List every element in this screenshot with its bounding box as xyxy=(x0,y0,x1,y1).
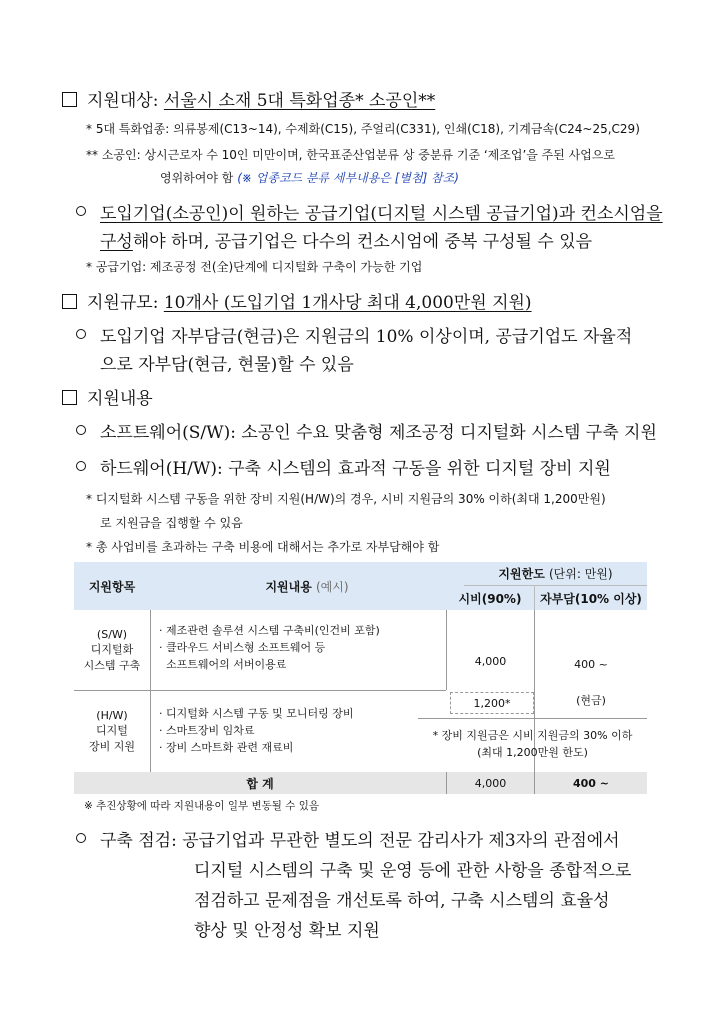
note-extra-cost: * 총 사업비를 초과하는 구축 비용에 대해서는 추가로 자부담해야 함 xyxy=(86,540,440,554)
row-sw-content: · 제조관련 솔루션 시스템 구축비(인건비 포함) · 클라우드 서비스형 소프트웨어 등 소프트웨어의 서버이용료 xyxy=(150,610,446,690)
section-content: 지원내용 xyxy=(62,384,153,409)
row-self: 400 ~ (현금) xyxy=(534,610,647,772)
bullet-inspection-l2: 디지털 시스템의 구축 및 운영 등에 관한 사항을 종합적으로 xyxy=(194,861,632,881)
note-hw-limit-cont: 로 지원금을 집행할 수 있음 xyxy=(100,516,243,530)
header-city: 시비(90%) xyxy=(446,586,534,610)
checkbox-square-icon xyxy=(62,294,77,309)
checkbox-square-icon xyxy=(62,390,77,405)
circle-bullet-icon xyxy=(76,329,86,339)
bullet-inspection-l3: 점검하고 문제점을 개선토록 하여, 구축 시스템의 효율성 xyxy=(194,891,610,911)
total-label: 합 계 xyxy=(74,772,446,794)
header-content: 지원내용 (예시) xyxy=(150,562,464,610)
bullet-consortium: 도입기업(소공인)이 원하는 공급기업(디지털 시스템 공급기업)과 컨소시엄을 xyxy=(76,199,663,224)
circle-bullet-icon xyxy=(76,833,86,843)
bullet-inspection: 구축 점검: 공급기업과 무관한 별도의 전문 감리사가 제3자의 관점에서 xyxy=(76,826,620,851)
header-limit: 지원한도 (단위: 만원) xyxy=(464,562,647,586)
row-hw-item: (H/W) 디지털 장비 지원 xyxy=(74,690,150,772)
row-hw-note: * 장비 지원금은 시비 지원금의 30% 이하 (최대 1,200만원 한도) xyxy=(432,729,633,759)
bullet-inspection-l4: 향상 및 안정성 확보 지원 xyxy=(194,921,380,941)
note-small-business-cont: 영위하여야 함 (※ 업종코드 분류 세부내용은 [별첨] 참조) xyxy=(160,171,459,185)
hw-note-divider xyxy=(418,718,647,719)
bullet-self-pay: 도입기업 자부담금(현금)은 지원금의 10% 이상이며, 공급기업도 자율적 xyxy=(76,322,632,347)
support-table xyxy=(74,562,647,792)
row-hw-city: 1,200* xyxy=(450,692,534,714)
circle-bullet-icon xyxy=(76,425,86,435)
section-target: 지원대상: 서울시 소재 5대 특화업종* 소공인** xyxy=(62,86,435,111)
note-small-business: ** 소공인: 상시근로자 수 10인 미만이며, 한국표준산업분류 상 중분류 기준 ‘제조업’을 주된 사업으로 xyxy=(86,148,616,162)
bullet-consortium-cont: 구성해야 하며, 공급기업은 다수의 컨소시엄에 중복 구성될 수 있음 xyxy=(100,232,593,252)
header-item: 지원항목 xyxy=(74,562,150,610)
circle-bullet-icon xyxy=(76,206,86,216)
row-sw-city: 4,000 xyxy=(446,610,534,690)
note-hw-limit: * 디지털화 시스템 구동을 위한 장비 지원(H/W)의 경우, 시비 지원금의 30% 이하(최대 1,200만원) xyxy=(86,492,606,506)
table-footnote: ※ 추진상황에 따라 지원내용이 일부 변동될 수 있음 xyxy=(84,800,320,812)
scale-title: 10개사 (도입기업 1개사당 최대 4,000만원 지원) xyxy=(163,293,532,313)
row-sw-item: (S/W) 디지털화 시스템 구축 xyxy=(83,627,141,672)
target-title: 서울시 소재 5대 특화업종* 소공인** xyxy=(163,91,436,111)
bullet-software: 소프트웨어(S/W): 소공인 수요 맞춤형 제조공정 디지털화 시스템 구축 지원 xyxy=(76,418,657,443)
row-hw-content: · 디지털화 시스템 구동 및 모니터링 장비 · 스마트장비 임차료 · 장비 스마트화 관련 재료비 xyxy=(150,690,446,772)
checkbox-square-icon xyxy=(62,92,77,107)
note-industries: * 5대 특화업종: 의류봉제(C13~14), 수제화(C15), 주얼리(C331), 인쇄(C18), 기계금속(C24~25,C29) xyxy=(86,122,640,136)
bullet-hardware: 하드웨어(H/W): 구축 시스템의 효과적 구동을 위한 디지털 장비 지원 xyxy=(76,454,611,479)
bullet-self-pay-cont: 으로 자부담(현금, 현물)할 수 있음 xyxy=(100,355,354,375)
circle-bullet-icon xyxy=(76,461,86,471)
note-supplier: * 공급기업: 제조공정 전(全)단계에 디지털화 구축이 가능한 기업 xyxy=(86,260,423,274)
section-scale: 지원규모: 10개사 (도입기업 1개사당 최대 4,000만원 지원) xyxy=(62,288,532,313)
total-self: 400 ~ xyxy=(534,772,647,794)
header-self: 자부담(10% 이상) xyxy=(534,586,647,610)
appendix-reference: (※ 업종코드 분류 세부내용은 [별첨] 참조) xyxy=(237,171,459,185)
total-city: 4,000 xyxy=(446,772,534,794)
